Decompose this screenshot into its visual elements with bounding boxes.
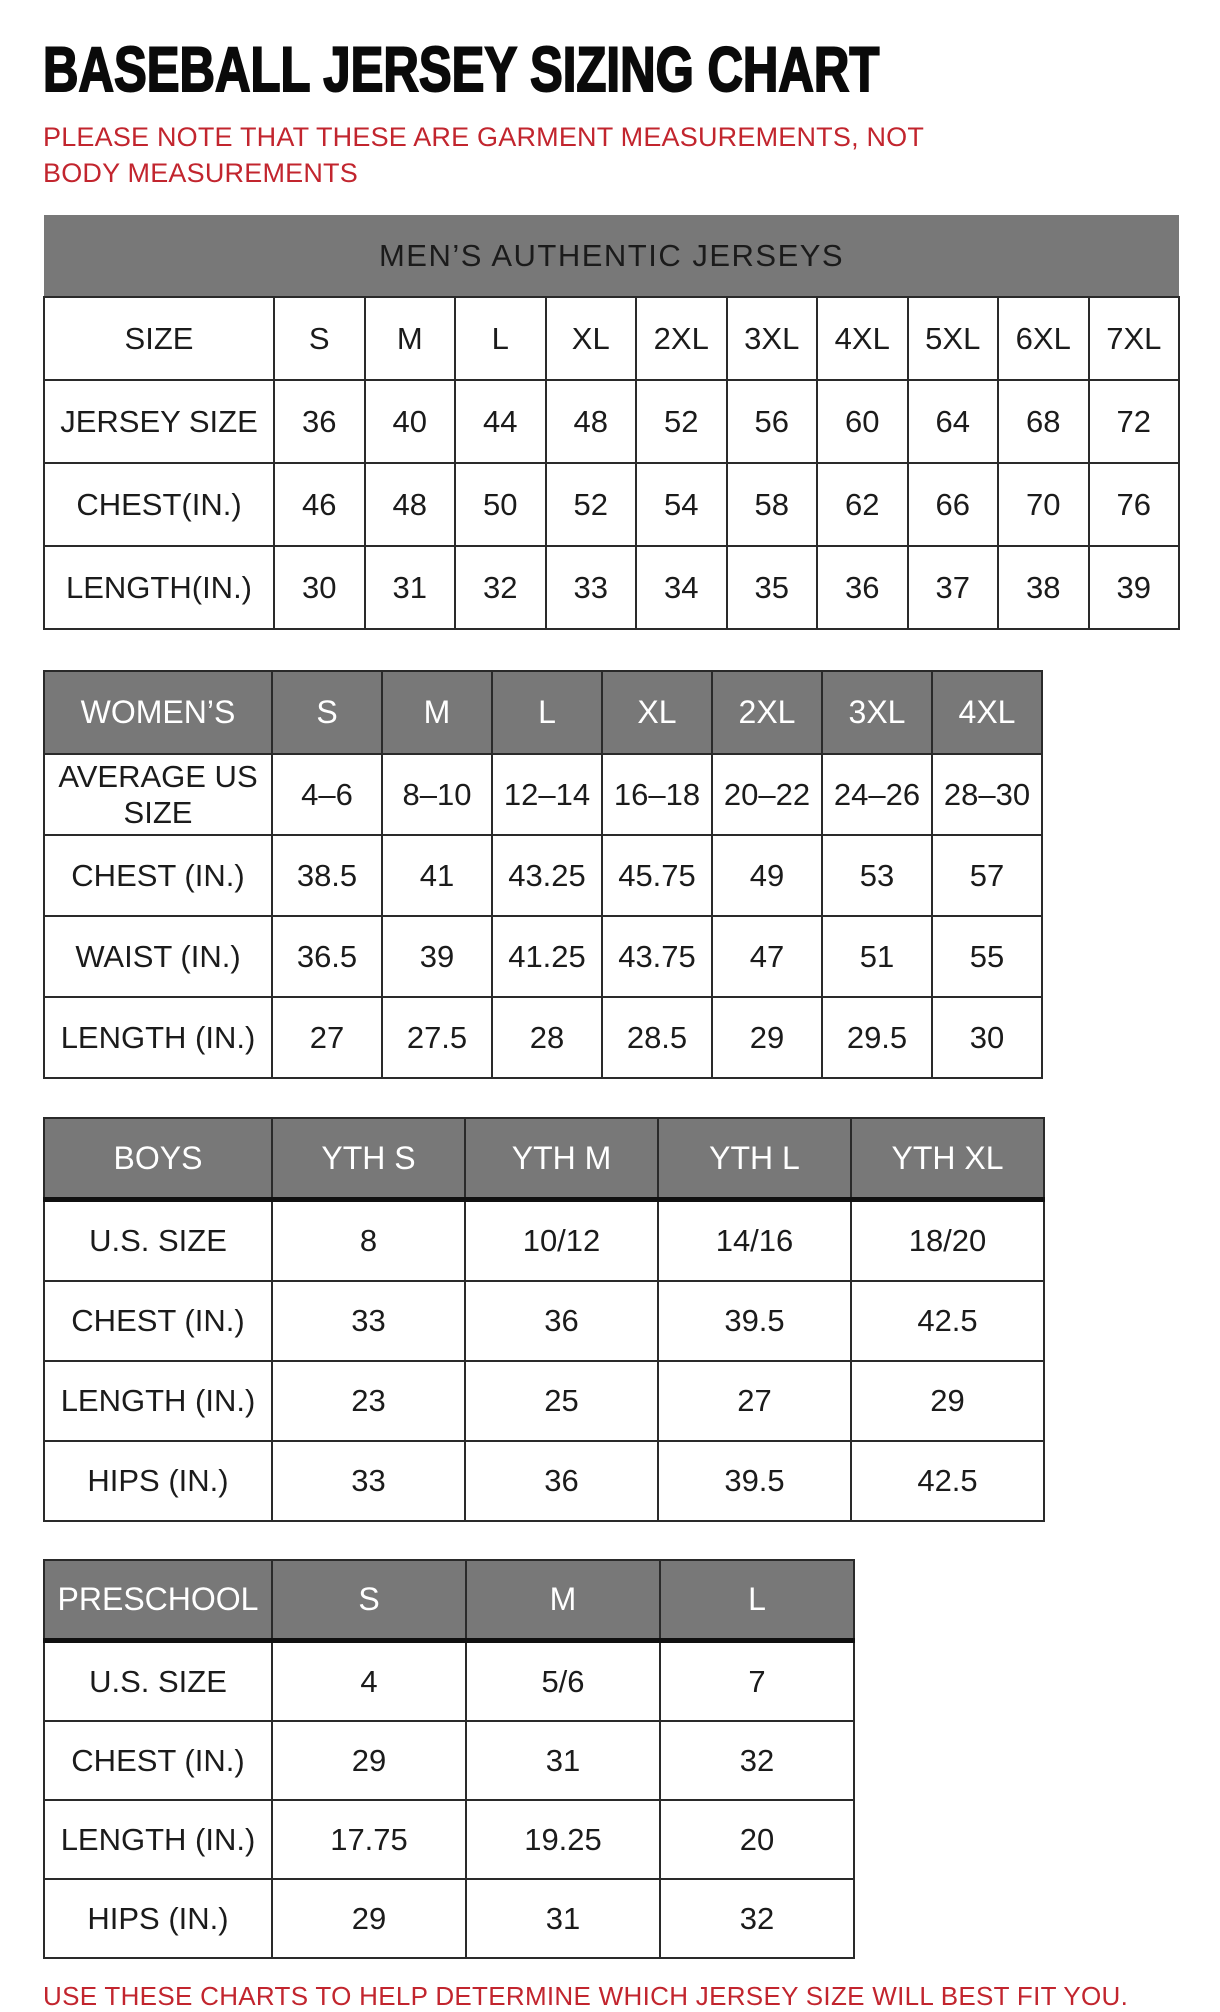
measurement-value: 58 [727,463,818,546]
measurement-value: 32 [660,1721,854,1800]
measurement-value: 19.25 [466,1800,660,1879]
table-row [44,1441,1044,1521]
measurement-value: 36.5 [272,916,382,997]
measurement-value: 41 [382,835,492,916]
measurement-value: 56 [727,380,818,463]
row-label: U.S. SIZE [44,1200,272,1282]
header-row [44,1560,854,1641]
row-label: HIPS (IN.) [44,1879,272,1958]
measurement-value: 50 [455,463,546,546]
size-column-header: M [466,1560,660,1641]
measurement-value: 68 [998,380,1089,463]
measurement-value: 62 [817,463,908,546]
measurement-value: 44 [455,380,546,463]
measurement-value: 8–10 [382,754,492,835]
measurement-value: 49 [712,835,822,916]
measurement-value: 8 [272,1200,465,1282]
size-column-header: YTH L [658,1118,851,1200]
measurement-value: 52 [546,463,637,546]
measurement-value: 14/16 [658,1200,851,1282]
row-label: WAIST (IN.) [44,916,272,997]
size-column-header: S [272,671,382,754]
measurement-value: 27.5 [382,997,492,1078]
measurement-value: 76 [1089,463,1180,546]
table-banner-row [44,215,1179,297]
measurement-value: 29.5 [822,997,932,1078]
measurement-value: 36 [465,1441,658,1521]
measurement-value: 32 [660,1879,854,1958]
size-column-header: 7XL [1089,297,1180,380]
row-label: JERSEY SIZE [44,380,274,463]
measurement-value: 28–30 [932,754,1042,835]
measurement-value: 54 [636,463,727,546]
measurement-value: 31 [365,546,456,629]
measurement-value: 72 [1089,380,1180,463]
size-column-header: 5XL [908,297,999,380]
row-label: CHEST (IN.) [44,1281,272,1361]
table-row [44,1281,1044,1361]
measurement-value: 18/20 [851,1200,1044,1282]
measurement-value: 34 [636,546,727,629]
size-column-header: 6XL [998,297,1089,380]
size-column-header: S [272,1560,466,1641]
measurement-value: 39.5 [658,1281,851,1361]
measurement-value: 29 [851,1361,1044,1441]
footer-note: USE THESE CHARTS TO HELP DETERMINE WHICH JERSEY SIZE WILL BEST FIT YOU. [43,1981,1129,2012]
header-label: BOYS [44,1118,272,1200]
header-row [44,297,1179,380]
measurement-value: 29 [272,1879,466,1958]
measurement-value: 70 [998,463,1089,546]
measurement-value: 36 [274,380,365,463]
measurement-value: 4 [272,1641,466,1722]
measurement-value: 39 [1089,546,1180,629]
measurement-value: 38 [998,546,1089,629]
row-label: AVERAGE US SIZE [44,754,272,835]
measurement-value: 7 [660,1641,854,1722]
table-row [44,1641,854,1722]
header-row [44,671,1042,754]
measurement-value: 4–6 [272,754,382,835]
measurement-value: 40 [365,380,456,463]
table-row [44,1721,854,1800]
row-label: LENGTH (IN.) [44,997,272,1078]
measurement-value: 25 [465,1361,658,1441]
header-label: SIZE [44,297,274,380]
womens-sizing-table [43,670,1043,1079]
measurement-value: 43.75 [602,916,712,997]
measurement-value: 12–14 [492,754,602,835]
size-column-header: L [660,1560,854,1641]
table-row [44,835,1042,916]
measurement-value: 39 [382,916,492,997]
measurement-value: 10/12 [465,1200,658,1282]
size-column-header: M [365,297,456,380]
size-column-header: XL [602,671,712,754]
header-label: PRESCHOOL [44,1560,272,1641]
size-column-header: YTH S [272,1118,465,1200]
table-row [44,1200,1044,1282]
table-banner: MEN’S AUTHENTIC JERSEYS [44,215,1179,297]
table-row [44,1800,854,1879]
measurement-value: 28 [492,997,602,1078]
measurement-value: 16–18 [602,754,712,835]
measurement-value: 31 [466,1879,660,1958]
measurement-value: 30 [274,546,365,629]
table-row [44,546,1179,629]
size-column-header: 2XL [712,671,822,754]
garment-measurements-note: PLEASE NOTE THAT THESE ARE GARMENT MEASUREMENTS, NOT BODY MEASUREMENTS [43,122,924,188]
table-row [44,380,1179,463]
measurement-value: 23 [272,1361,465,1441]
measurement-value: 41.25 [492,916,602,997]
measurement-value: 33 [272,1441,465,1521]
row-label: U.S. SIZE [44,1641,272,1722]
measurement-value: 43.25 [492,835,602,916]
measurement-value: 48 [546,380,637,463]
table-row [44,754,1042,835]
table-row [44,997,1042,1078]
measurement-value: 35 [727,546,818,629]
size-column-header: YTH M [465,1118,658,1200]
table-row [44,916,1042,997]
measurement-value: 53 [822,835,932,916]
measurement-value: 24–26 [822,754,932,835]
measurement-value: 52 [636,380,727,463]
measurement-value: 42.5 [851,1281,1044,1361]
preschool-sizing-table [43,1559,855,1959]
measurement-value: 39.5 [658,1441,851,1521]
measurement-value: 42.5 [851,1441,1044,1521]
measurement-value: 36 [817,546,908,629]
measurement-value: 36 [465,1281,658,1361]
measurement-value: 31 [466,1721,660,1800]
row-label: LENGTH(IN.) [44,546,274,629]
page-title: BASEBALL JERSEY SIZING CHART [43,35,880,105]
measurement-value: 27 [272,997,382,1078]
size-column-header: 4XL [817,297,908,380]
size-tables [43,215,1180,1959]
size-column-header: L [492,671,602,754]
measurement-value: 32 [455,546,546,629]
measurement-value: 5/6 [466,1641,660,1722]
measurement-value: 20–22 [712,754,822,835]
row-label: LENGTH (IN.) [44,1361,272,1441]
table-row [44,463,1179,546]
measurement-value: 27 [658,1361,851,1441]
row-label: CHEST (IN.) [44,835,272,916]
measurement-value: 37 [908,546,999,629]
measurement-value: 57 [932,835,1042,916]
size-column-header: 4XL [932,671,1042,754]
measurement-value: 33 [272,1281,465,1361]
measurement-value: 29 [272,1721,466,1800]
measurement-value: 64 [908,380,999,463]
measurement-value: 17.75 [272,1800,466,1879]
row-label: LENGTH (IN.) [44,1800,272,1879]
size-column-header: M [382,671,492,754]
measurement-value: 28.5 [602,997,712,1078]
row-label: CHEST(IN.) [44,463,274,546]
size-column-header: S [274,297,365,380]
table-row [44,1361,1044,1441]
size-column-header: YTH XL [851,1118,1044,1200]
row-label: CHEST (IN.) [44,1721,272,1800]
mens-authentic-jerseys-table [43,215,1180,630]
size-column-header: 2XL [636,297,727,380]
boys-sizing-table [43,1117,1045,1522]
measurement-value: 51 [822,916,932,997]
measurement-value: 60 [817,380,908,463]
measurement-value: 47 [712,916,822,997]
header-row [44,1118,1044,1200]
size-column-header: 3XL [727,297,818,380]
measurement-value: 30 [932,997,1042,1078]
measurement-value: 38.5 [272,835,382,916]
measurement-value: 33 [546,546,637,629]
measurement-value: 46 [274,463,365,546]
size-column-header: XL [546,297,637,380]
table-row [44,1879,854,1958]
measurement-value: 55 [932,916,1042,997]
measurement-value: 66 [908,463,999,546]
measurement-value: 20 [660,1800,854,1879]
measurement-value: 48 [365,463,456,546]
size-column-header: 3XL [822,671,932,754]
measurement-value: 45.75 [602,835,712,916]
size-column-header: L [455,297,546,380]
measurement-value: 29 [712,997,822,1078]
row-label: HIPS (IN.) [44,1441,272,1521]
header-label: WOMEN’S [44,671,272,754]
